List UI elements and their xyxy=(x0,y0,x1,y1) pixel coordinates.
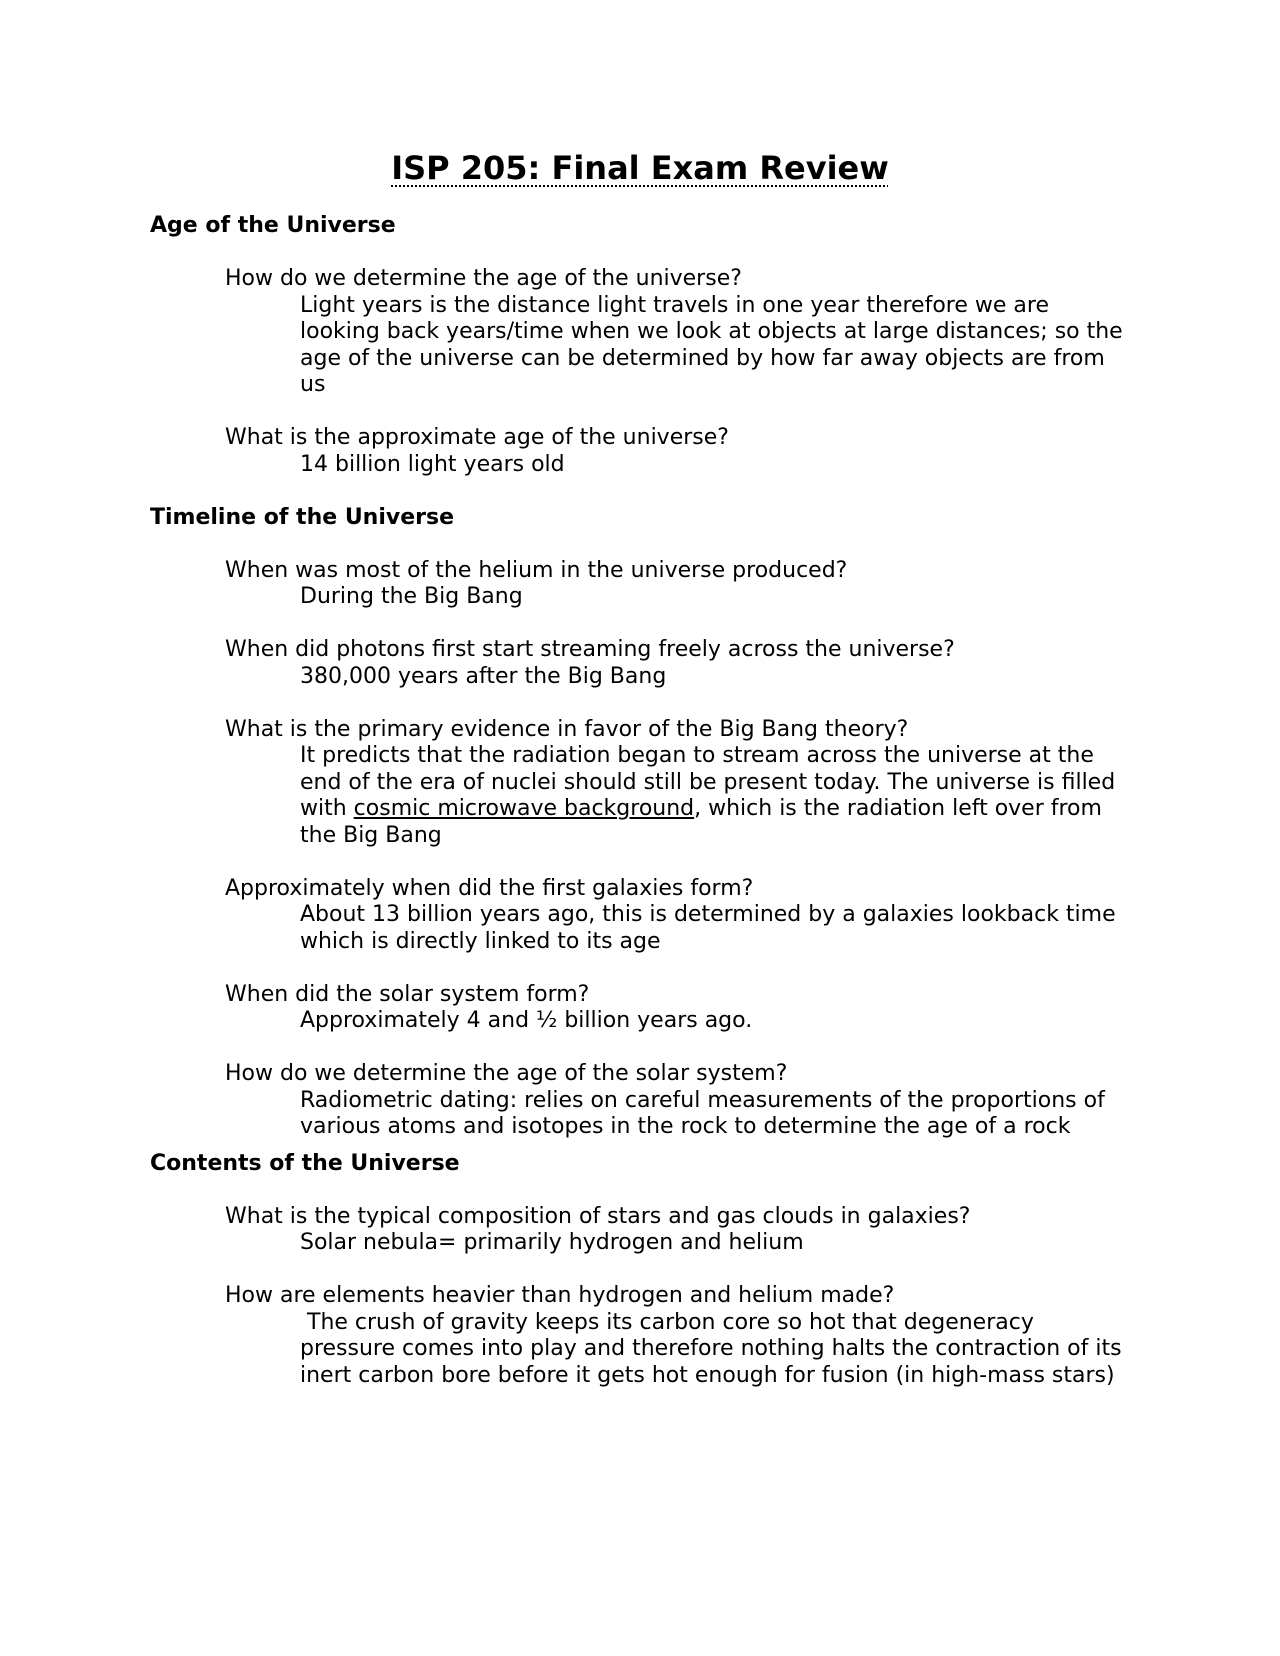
cosmic-microwave-background-link[interactable]: cosmic microwave background xyxy=(353,796,695,821)
answer xyxy=(300,743,1130,849)
qa-item xyxy=(225,637,1150,690)
section-heading-age: Age of the Universe xyxy=(150,213,396,238)
qa-item xyxy=(225,1204,1150,1257)
question: When was most of the helium in the universe produced? xyxy=(225,557,848,583)
question: When did photons first start streaming freely across the universe? xyxy=(225,637,955,662)
question: When did the solar system form? xyxy=(225,981,590,1007)
answer: Approximately 4 and ½ billion years ago. xyxy=(300,1008,753,1033)
page-title xyxy=(0,148,1280,188)
page-title-text: ISP 205: Final Exam Review xyxy=(391,149,889,187)
qa-item xyxy=(225,266,1150,399)
qa-item xyxy=(225,982,1150,1035)
section-heading-timeline: Timeline of the Universe xyxy=(150,504,455,530)
answer: During the Big Bang xyxy=(300,584,523,609)
question: What is the primary evidence in favor of the Big Bang theory? xyxy=(225,716,909,742)
qa-item xyxy=(225,1061,1150,1141)
document-body xyxy=(150,213,1150,1416)
answer: Solar nebula= primarily hydrogen and helium xyxy=(300,1230,804,1255)
qa-item xyxy=(225,558,1150,611)
answer: Radiometric dating: relies on careful measurements of the proportions of various atoms and isotopes in the rock to determine the age of a rock xyxy=(300,1087,1105,1139)
answer: 380,000 years after the Big Bang xyxy=(300,663,667,689)
answer: 14 billion light years old xyxy=(300,451,565,477)
qa-item xyxy=(225,876,1150,956)
qa-item xyxy=(225,717,1150,850)
question: How do we determine the age of the universe? xyxy=(225,266,742,291)
qa-item xyxy=(225,425,1150,478)
section-heading-contents: Contents of the Universe xyxy=(150,1150,460,1176)
answer-text-before: It predicts that the radiation began to stream across the universe at the end of the era of nuclei should still be present today. The universe is filled with xyxy=(300,743,1116,821)
question: Approximately when did the first galaxies form? xyxy=(225,875,754,901)
question: What is the typical composition of stars and gas clouds in galaxies? xyxy=(225,1203,971,1229)
question: How do we determine the age of the solar system? xyxy=(225,1061,788,1086)
answer: Light years is the distance light travels in one year therefore we are looking back years/time when we look at objects at large distances; so the age of the universe can be determined by how far away objects are from us xyxy=(300,292,1123,397)
question: How are elements heavier than hydrogen and helium made? xyxy=(225,1283,895,1308)
answer: The crush of gravity keeps its carbon core so hot that degeneracy pressure comes into play and therefore nothing halts the contraction of its inert carbon bore before it gets hot enough for fusion (in high-mass stars) xyxy=(300,1309,1129,1388)
answer-text-after: , which is the radiation left over from the Big Bang xyxy=(300,796,1102,848)
question: What is the approximate age of the universe? xyxy=(225,425,729,450)
qa-item xyxy=(225,1283,1150,1389)
answer: About 13 billion years ago, this is determined by a galaxies lookback time which is directly linked to its age xyxy=(300,902,1116,954)
